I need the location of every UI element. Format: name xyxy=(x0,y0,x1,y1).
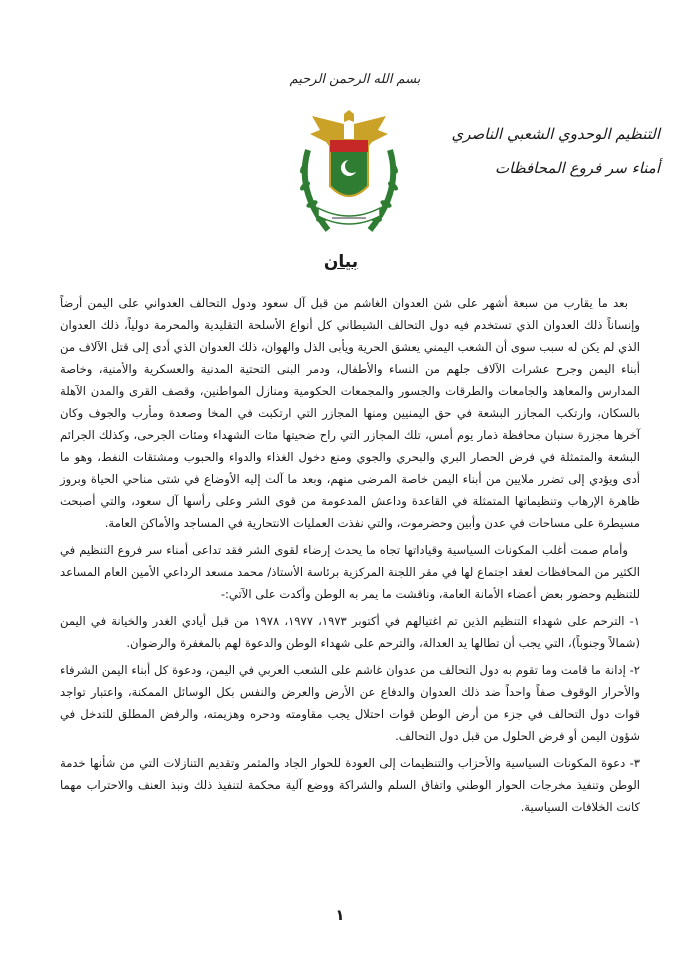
org-name: التنظيم الوحدوي الشعبي الناصري xyxy=(451,125,660,143)
org-header xyxy=(420,117,660,185)
list-item: ٣- دعوة المكونات السياسية والأحزاب والتنظيمات إلى العودة للحوار الجاد والمثمر وتقديم التنازلات التي من شأنها خدمة الوطن وتنفيذ مخرجات الحوار الوطني واتفاق السلم والشراكة ووضع آلية محكمة لتنفيذ ذلك ونبذ العنف والاحتراب مهما كانت الخلافات السياسية. xyxy=(60,756,640,814)
list-item: ١- الترحم على شهداء التنظيم الذين تم اغتيالهم في أكتوبر ١٩٧٣، ١٩٧٧، ١٩٧٨ من قبل أيادي الغدر والخيانة في اليمن (شمالاً وجنوباً)، التي يجب أن تطالها يد العدالة، والترحم على شهداء الوطن والدعوة لهم بالمغفرة والرضوان. xyxy=(60,614,641,650)
eagle-emblem-icon xyxy=(288,90,410,240)
list-item: ٢- إدانة ما قامت وما تقوم به دول التحالف من عدوان غاشم على الشعب العربي في اليمن، ودعوة كل أبناء اليمن الشرفاء والأحرار الوقوف صفاً واحداً ضد ذلك العدوان والدفاع عن الأرض والعرض والنفس بكل الوسائل الممكنة، واعتبار تواجد قوات دول التحالف في جزء من أرض الوطن قوات احتلال يجب مقاومته ودحره وهزيمته، والرفض المطلق للتدخل في شؤون اليمن أو فرض الحلول من قبل دول التحالف. xyxy=(60,663,640,743)
org-subtitle: أمناء سر فروع المحافظات xyxy=(495,159,660,177)
body-paragraph: بعد ما يقارب من سبعة أشهر على شن العدوان الغاشم من قبل آل سعود ودول التحالف العدواني على اليمن أرضاً وإنساناً ذلك العدوان الذي تستخدم فيه دول التحالف الشيطاني كل أنواع الأسلحة التقليدية والمحرمة دولياً، ذلك العدوان الذي لم يكن له سبب سوى أن الشعب اليمني يعشق الحرية ويأبى الذل والهوان، ذلك العدوان الذي أدى إلى قتل الآلاف من أبناء اليمن وجرح عشرات الآلاف جلهم من النساء والأطفال، ودمر البنى التحتية المدنية والعسكرية والأمنية، وخاصة المدارس والمعاهد والجامعات والطرقات والجسور والمجمعات الحكومية ومنازل المواطنين، وقصف القرى والمدن الآهلة بالسكان، وارتكب المجازر البشعة في حق اليمنيين ومنها المجازر التي ارتكبت في المخا وصعدة ومأرب والجوف وكان آخرها مجزرة سنبان محافظة ذمار يوم أمس، تلك المجازر التي راح ضحيتها مئات الشهداء ومئات الجرحى، وكذلك الجرائم البشعة والمتمثلة في فرض الحصار البري والبحري والجوي ومنع دخول الغذاء والدواء والحبوب ومشتقات النفط، وهو ما أدى ويؤدي إلى تضرر ملايين من أبناء اليمن خاصة المرضى منهم، وبعد ما آلت إليه الأوضاع في شتى مناحي الحياة وبروز ظاهرة الإرهاب وتنظيماتها المتمثلة في القاعدة وداعش المدعومة من قوى الشر وعلى رأسها آل سعود، والتي أصبحت مسيطرة على مساحات في عدن وأبين وحضرموت، والتي نفذت العمليات الانتحارية في المساجد والأماكن العامة. xyxy=(60,296,640,530)
page-number: ١ xyxy=(335,906,345,924)
document-title: بيان xyxy=(323,252,359,272)
document-body xyxy=(60,292,640,823)
body-paragraph: وأمام صمت أغلب المكونات السياسية وقياداتها تجاه ما يحدث إرضاء لقوى الشر فقد تداعى أمناء سر فروع التنظيم في الكثير من المحافظات لعقد اجتماع لها في مقر اللجنة المركزية برئاسة الأستاذ/ محمد مسعد الرداعي الأمين العام المساعد للتنظيم وحضور بعض أعضاء الأمانة العامة، وناقشت ما يمر به الوطن وأكدت على الآتي:- xyxy=(60,543,640,601)
basmala: بسم الله الرحمن الرحيم xyxy=(289,72,421,87)
